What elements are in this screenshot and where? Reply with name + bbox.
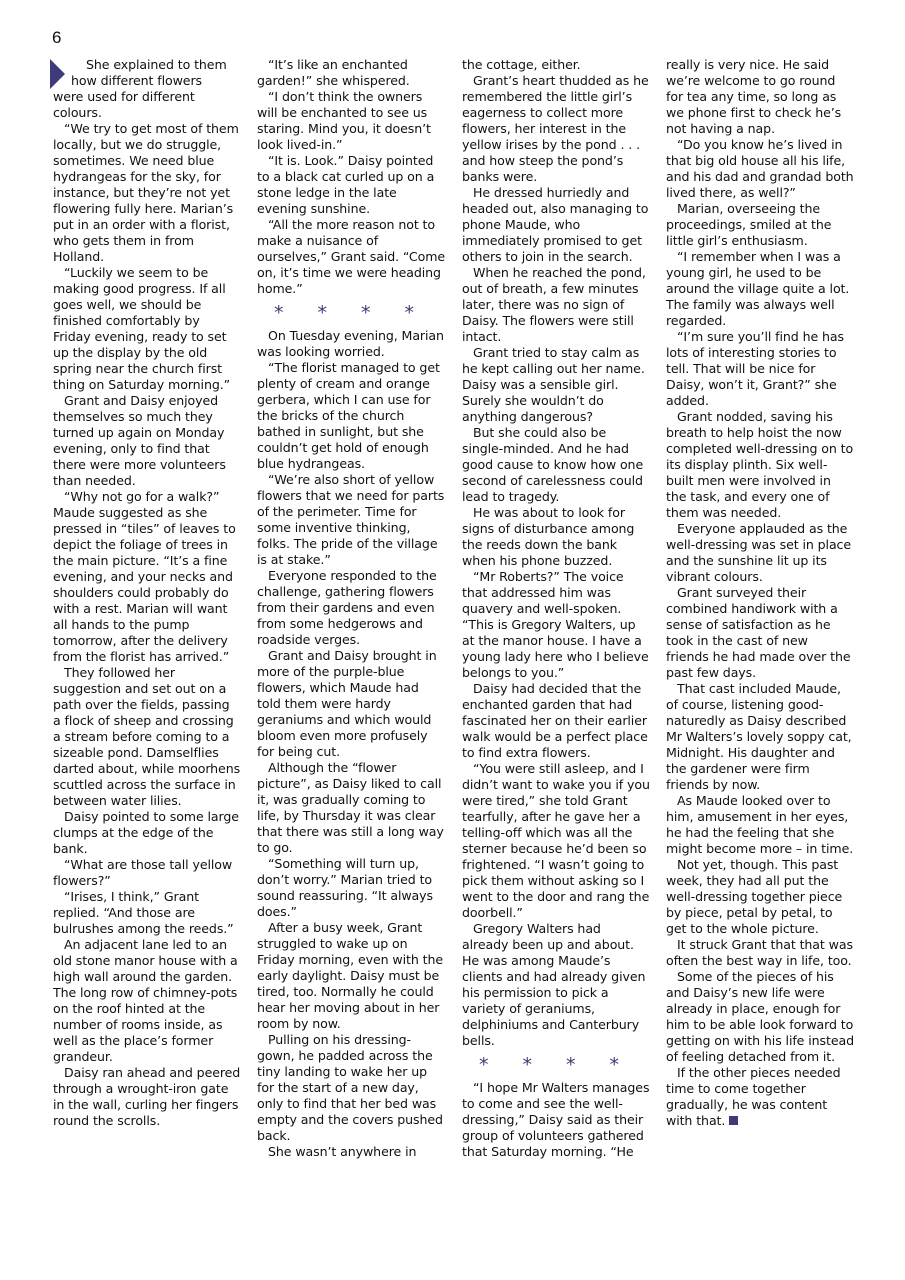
paragraph: When he reached the pond, out of breath, a few minutes later, there was no sign of Daisy. The flowers were still intact.	[462, 265, 646, 344]
paragraph: “I remember when I was a young girl, he used to be around the village quite a lot. The family was always well regarded.	[666, 249, 850, 328]
paragraph: After a busy week, Grant struggled to wake up on Friday morning, even with the early daylight. Daisy must be tired, too. Normally he could hear her moving about in her room by now.	[257, 920, 443, 1031]
paragraph: Daisy had decided that the enchanted garden that had fascinated her on their earlier walk would be a perfect place to find extra flowers.	[462, 681, 648, 760]
text-column-4	[666, 57, 854, 1129]
paragraph: Grant and Daisy enjoyed themselves so much they turned up again on Monday evening, only to find that there were more volunteers than needed.	[53, 393, 226, 488]
paragraph: On Tuesday evening, Marian was looking worried.	[257, 328, 444, 359]
paragraph: “You were still asleep, and I didn’t want to wake you if you were tired,” she told Grant tearfully, after he gave her a telling-off which was all the sterner because he’d been so frightened. “I wasn’t going to pick them without asking so I went to the door and rang the doorbell.”	[462, 761, 650, 920]
paragraph: Not yet, though. This past week, they had all put the well-dressing together piece by piece, petal by petal, to get to the whole picture.	[666, 857, 843, 936]
paragraph: “Something will turn up, don’t worry.” Marian tried to sound reassuring. “It always does.”	[257, 856, 433, 919]
paragraph: Everyone applauded as the well-dressing was set in place and the sunshine lit up its vibrant colours.	[666, 521, 852, 584]
paragraph: But she could also be single-minded. And he had good cause to know how one second of carelessness could lead to tragedy.	[462, 425, 644, 504]
section-break-stars: * * * *	[273, 302, 429, 324]
paragraph: Daisy pointed to some large clumps at the edge of the bank.	[53, 809, 239, 856]
paragraph-continued: really is very nice. He said we’re welcome to go round for tea any time, so long as we phone first to check he’s not having a nap.	[666, 57, 842, 136]
paragraph: “It’s like an enchanted garden!” she whispered.	[257, 57, 410, 88]
paragraph: Grant and Daisy brought in more of the purple-blue flowers, which Maude had told them were hardy geraniums and which would bloom even more profusely for being cut.	[257, 648, 437, 759]
paragraph: Grant surveyed their combined handiwork with a sense of satisfaction as he took in the cast of new friends he had made over the past few days.	[666, 585, 851, 680]
paragraph: Marian, overseeing the proceedings, smiled at the little girl’s enthusiasm.	[666, 201, 832, 248]
text-column-2	[257, 57, 445, 1160]
paragraph: “We’re also short of yellow flowers that we need for parts of the perimeter. Time for some inventive thinking, folks. The pride of the village is at stake.”	[257, 472, 445, 567]
opening-paragraph	[53, 57, 241, 121]
paragraph: Grant nodded, saving his breath to help hoist the now completed well-dressing on to its display plinth. Six well-built men were involved in the task, and every one of them was needed.	[666, 409, 854, 520]
paragraph: An adjacent lane led to an old stone manor house with a high wall around the garden. The long row of chimney-pots on the roof hinted at the number of rooms inside, as well as the place’s former grandeur.	[53, 937, 238, 1064]
paragraph: “Do you know he’s lived in that big old house all his life, and his dad and grandad both lived there, as well?”	[666, 137, 854, 200]
opening-line-rest: were used for different colours.	[53, 89, 195, 120]
paragraph-continued: the cottage, either.	[462, 57, 581, 72]
last-paragraph	[666, 1065, 854, 1129]
paragraph: “Mr Roberts?” The voice that addressed him was quavery and well-spoken. “This is Gregory Walters, up at the manor house. I have a young lady here who I believe belongs to you.”	[462, 569, 649, 680]
paragraph: “I hope Mr Walters manages to come and see the well-dressing,” Daisy said as their group of volunteers gathered that Saturday morning. “He	[462, 1080, 650, 1159]
paragraph: “I’m sure you’ll find he has lots of interesting stories to tell. That will be nice for Daisy, won’t it, Grant?” she added.	[666, 329, 844, 408]
paragraph: “Luckily we seem to be making good progress. If all goes well, we should be finished comfortably by Friday evening, ready to set up the display by the old spring near the church first thing on Saturday morning.”	[53, 265, 231, 392]
paragraph: Grant tried to stay calm as he kept calling out her name. Daisy was a sensible girl. Surely she wouldn’t do anything dangerous?	[462, 345, 645, 424]
paragraph: “Irises, I think,” Grant replied. “And those are bulrushes among the reeds.”	[53, 889, 234, 936]
paragraph: Grant’s heart thudded as he remembered the little girl’s eagerness to collect more flowers, her interest in the yellow irises by the pond . . . and how steep the pond’s banks were.	[462, 73, 649, 184]
story-start-triangle-icon	[50, 59, 65, 89]
paragraph: Some of the pieces of his and Daisy’s new life were already in place, enough for him to be able look forward to getting on with his life instead of feeling detached from it.	[666, 969, 854, 1064]
paragraph: “All the more reason not to make a nuisance of ourselves,” Grant said. “Come on, it’s time we were heading home.”	[257, 217, 446, 296]
paragraph: Pulling on his dressing-gown, he padded across the tiny landing to wake her up for the start of a new day, only to find that her bed was empty and the covers pushed back.	[257, 1032, 443, 1143]
paragraph: Everyone responded to the challenge, gathering flowers from their gardens and even from some hedgerows and roadside verges.	[257, 568, 437, 647]
paragraph: As Maude looked over to him, amusement in her eyes, he had the feeling that she might become more – in time.	[666, 793, 854, 856]
text-column-1	[53, 57, 241, 1129]
story-end-square-icon	[729, 1116, 738, 1125]
paragraph: That cast included Maude, of course, listening good-naturedly as Daisy described Mr Walters’s lovely soppy cat, Midnight. His daughter and the gardener were firm friends by now.	[666, 681, 852, 792]
paragraph: “We try to get most of them locally, but we do struggle, sometimes. We need blue hydrangeas for the sky, for instance, but they’re not yet flowering fully here. Marian’s put in an order with a florist, who gets them in from Holland.	[53, 121, 239, 264]
paragraph: “The florist managed to get plenty of cream and orange gerbera, which I can use for the bricks of the church bathed in sunlight, but she couldn’t get hold of enough blue hydrangeas.	[257, 360, 440, 471]
section-break-stars: * * * *	[478, 1054, 634, 1076]
page-number: 6	[52, 28, 62, 47]
text-column-3	[462, 57, 650, 1160]
opening-line-1: She explained to them	[86, 57, 227, 72]
last-paragraph-text: If the other pieces needed time to come together gradually, he was content with that.	[666, 1065, 841, 1128]
paragraph: Daisy ran ahead and peered through a wrought-iron gate in the wall, curling her fingers round the scrolls.	[53, 1065, 241, 1128]
paragraph: “I don’t think the owners will be enchanted to see us staring. Mind you, it doesn’t look lived-in.”	[257, 89, 431, 152]
paragraph: Although the “flower picture”, as Daisy liked to call it, was gradually coming to life, by Thursday it was clear that there was still a long way to go.	[257, 760, 444, 855]
paragraph: “Why not go for a walk?” Maude suggested as she pressed in “tiles” of leaves to depict the foliage of trees in the main picture. “It’s a fine evening, and your necks and shoulders could probably do with a rest. Marian will want all hands to the pump tomorrow, after the delivery from the florist has arrived.”	[53, 489, 236, 664]
paragraph: He was about to look for signs of disturbance among the reeds down the bank when his phone buzzed.	[462, 505, 635, 568]
paragraph: He dressed hurriedly and headed out, also managing to phone Maude, who immediately promised to get others to join in the search.	[462, 185, 649, 264]
paragraph: She wasn’t anywhere in	[268, 1144, 417, 1159]
paragraph: It struck Grant that that was often the best way in life, too.	[666, 937, 853, 968]
paragraph: “It is. Look.” Daisy pointed to a black cat curled up on a stone ledge in the late evening sunshine.	[257, 153, 435, 216]
paragraph: Gregory Walters had already been up and about. He was among Maude’s clients and had already given his permission to pick a variety of geraniums, delphiniums and Canterbury bells.	[462, 921, 646, 1048]
paragraph: They followed her suggestion and set out on a path over the fields, passing a flock of sheep and crossing a stream before coming to a sizeable pond. Damselflies darted about, while moorhens scuttled across the surface in between water lilies.	[53, 665, 241, 808]
opening-line-2: how different flowers	[71, 73, 202, 88]
paragraph: “What are those tall yellow flowers?”	[53, 857, 233, 888]
